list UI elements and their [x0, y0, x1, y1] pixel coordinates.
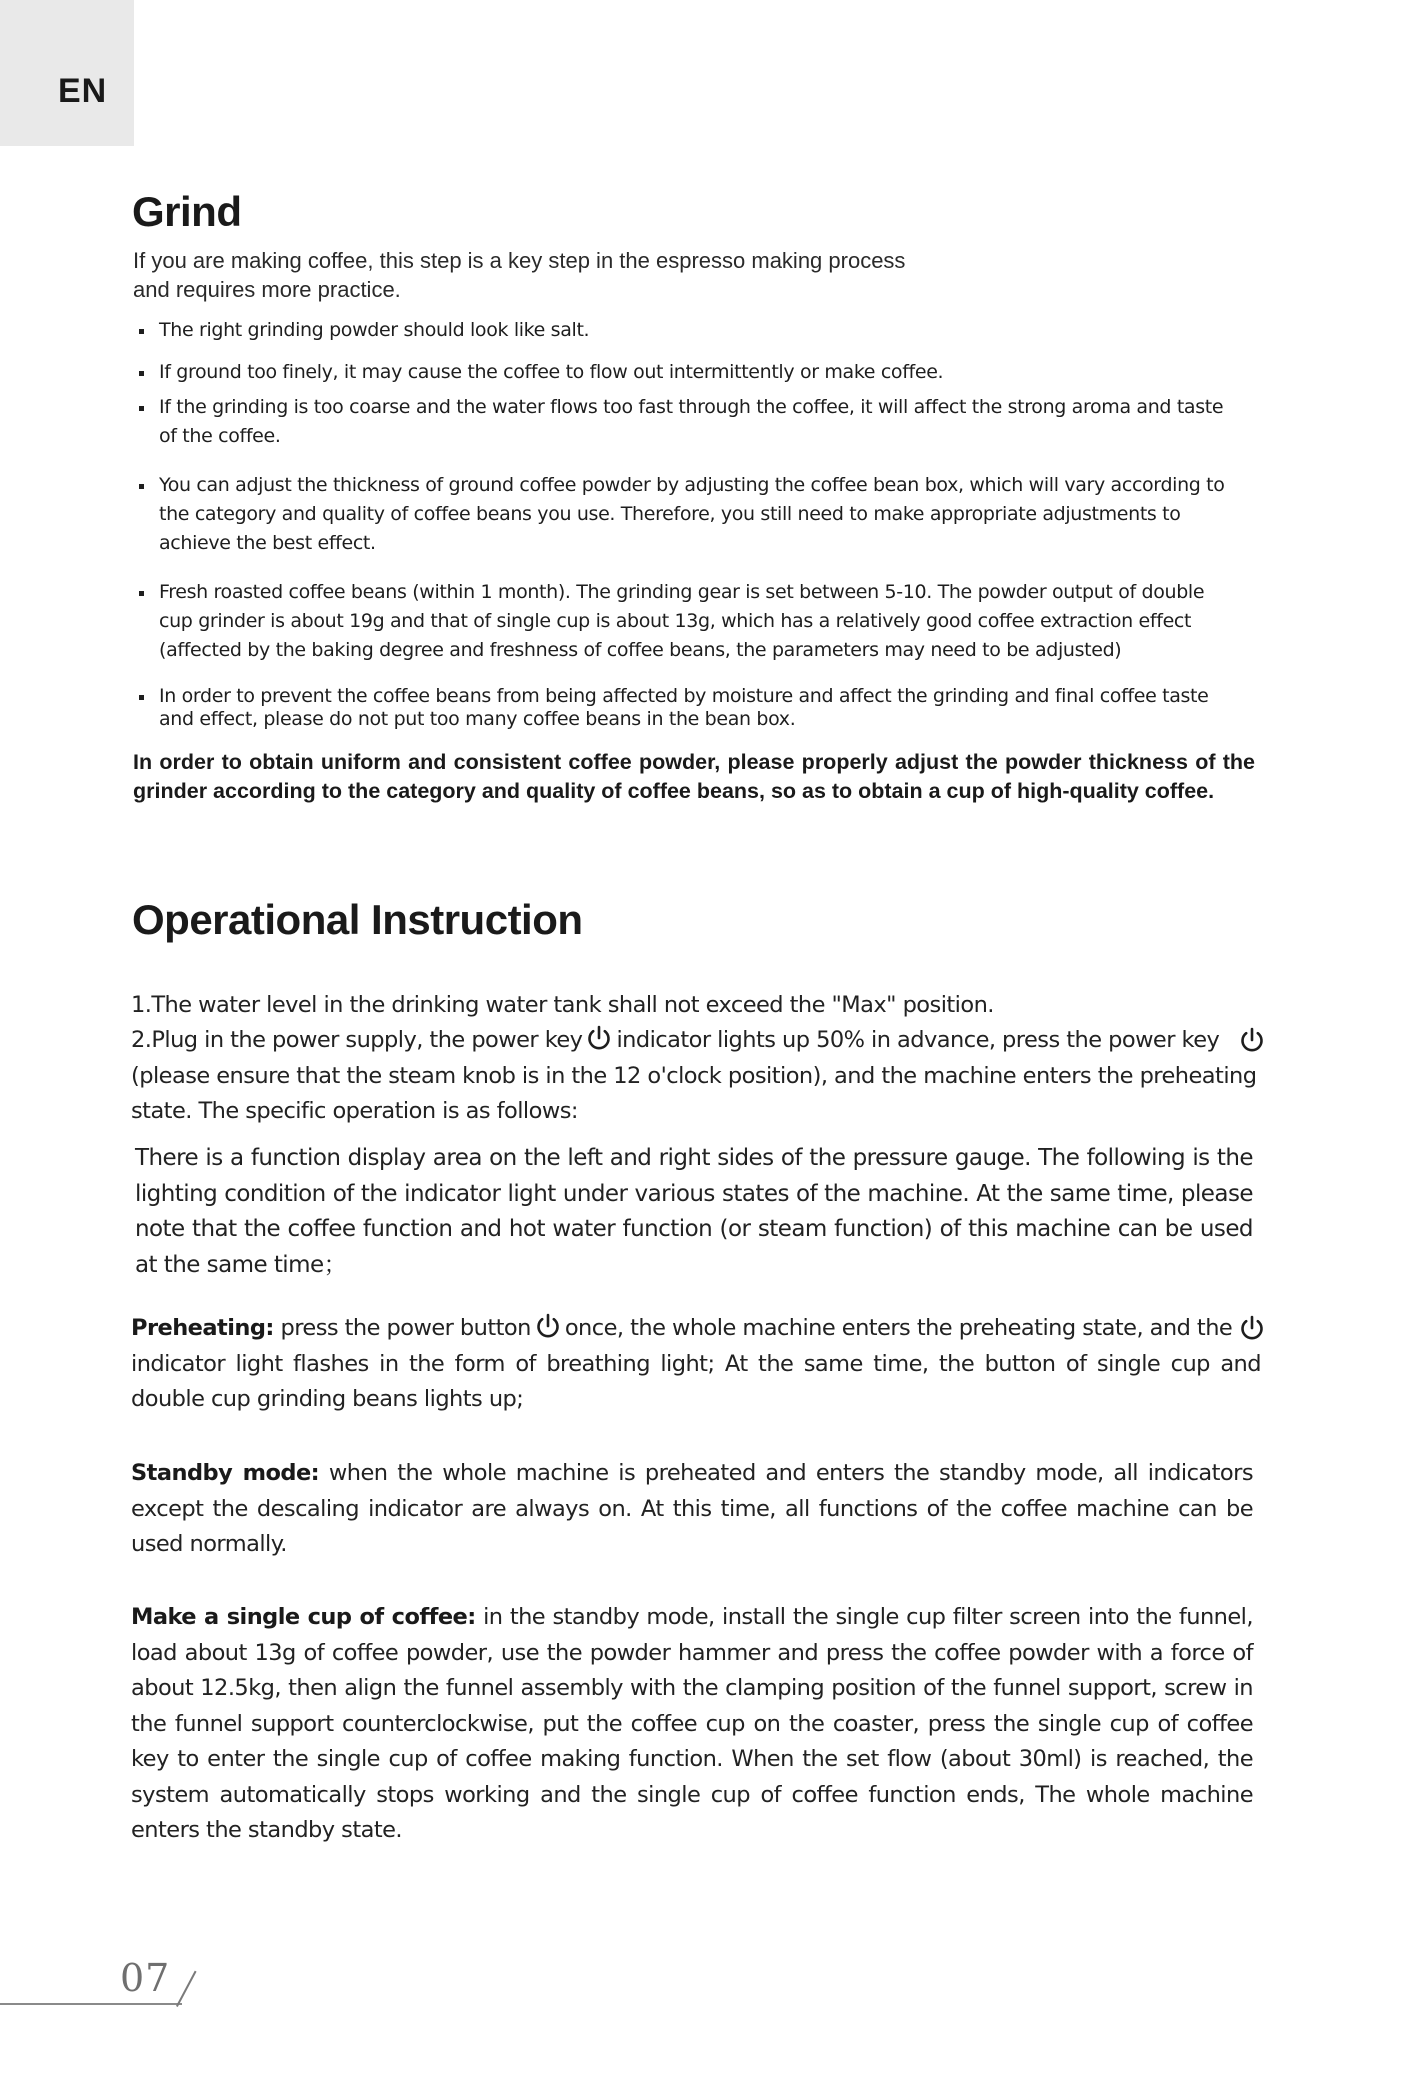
preheating-section	[131, 1311, 1261, 1418]
list-item	[132, 316, 1232, 345]
power-icon	[533, 1311, 563, 1341]
single-cup-label: Make a single cup of coffee:	[131, 1604, 476, 1630]
step-2-part-c: (please ensure that the steam knob is in the 12 o'clock position), and the machine enters the preheating state. The specific operation is as follows:	[131, 1062, 1257, 1124]
preheating-text-a: press the power button	[280, 1315, 531, 1341]
preheating-text-b: once, the whole machine enters the preheating state, and the	[564, 1315, 1233, 1341]
grind-intro-line2: and requires more practice.	[133, 277, 401, 302]
step-1: 1.The water level in the drinking water tank shall not exceed the "Max" position.	[131, 992, 994, 1018]
grind-title: Grind	[132, 188, 242, 235]
bullet-icon	[139, 695, 144, 700]
bullet-icon	[139, 406, 144, 411]
grind-intro-line1: If you are making coffee, this step is a key step in the espresso making process	[133, 248, 906, 273]
step-2-part-b: indicator lights up 50% in advance, press the power key	[616, 1027, 1220, 1053]
bullet-text: You can adjust the thickness of ground coffee powder by adjusting the coffee bean box, which will vary according to the category and quality of coffee beans you use. Therefore, you still need to make appropriate adjustments to achieve the best effect.	[159, 474, 1225, 554]
list-item	[132, 471, 1232, 558]
grind-bullet-list	[132, 316, 1232, 731]
bullet-icon	[139, 329, 144, 334]
operational-instruction-title: Operational Instruction	[132, 896, 583, 943]
page-number-slash	[176, 1971, 197, 2007]
step-2-part-a: 2.Plug in the power supply, the power key	[131, 1027, 583, 1053]
grind-intro	[133, 246, 1033, 304]
power-icon	[1237, 1313, 1267, 1343]
list-item	[132, 578, 1232, 665]
list-item	[132, 358, 1232, 387]
preheating-label: Preheating:	[131, 1315, 274, 1341]
power-icon	[1237, 1025, 1267, 1055]
bullet-text: Fresh roasted coffee beans (within 1 month). The grinding gear is set between 5-10. The powder output of double cup grinder is about 19g and that of single cup is about 13g, which has a relatively good coffee extraction effect (affected by the baking degree and freshness of coffee beans, the parameters may need to be adjusted)	[159, 581, 1205, 661]
language-label: EN	[58, 72, 108, 110]
list-item	[132, 393, 1232, 451]
bullet-icon	[139, 591, 144, 596]
preheating-text-c: indicator light flashes in the form of breathing light; At the same time, the button of single cup and double cup grinding beans lights up;	[131, 1350, 1261, 1412]
list-item	[132, 685, 1232, 731]
bullet-text: In order to prevent the coffee beans from being affected by moisture and affect the grinding and final coffee taste and effect, please do not put too many coffee beans in the bean box.	[159, 685, 1209, 730]
function-area-note: There is a function display area on the left and right sides of the pressure gauge. The following is the lighting condition of the indicator light under various states of the machine. At the same time, please note that the coffee function and hot water function (or steam function) of this machine can be used at the same time；	[135, 1145, 1253, 1278]
bullet-icon	[139, 484, 144, 489]
bullet-text: If ground too finely, it may cause the coffee to flow out intermittently or make coffee.	[159, 361, 944, 383]
bullet-text: If the grinding is too coarse and the water flows too fast through the coffee, it will affect the strong aroma and taste of the coffee.	[159, 396, 1224, 447]
step-2	[131, 1023, 1261, 1130]
bullet-icon	[139, 371, 144, 376]
grind-bold-note: In order to obtain uniform and consistent coffee powder, please properly adjust the powder thickness of the grinder according to the category and quality of coffee beans, so as to obtain a cup of high-quality coffee.	[133, 750, 1255, 803]
single-cup-section	[131, 1600, 1253, 1849]
standby-text: when the whole machine is preheated and enters the standby mode, all indicators except the descaling indicator are always on. At this time, all functions of the coffee machine can be used normally.	[131, 1460, 1253, 1557]
standby-label: Standby mode:	[131, 1460, 320, 1486]
language-tab	[0, 0, 134, 146]
bullet-text: The right grinding powder should look like salt.	[159, 319, 590, 341]
standby-section	[131, 1456, 1253, 1563]
footer-divider	[0, 2003, 182, 2005]
single-cup-text: in the standby mode, install the single cup filter screen into the funnel, load about 13g of coffee powder, use the powder hammer and press the coffee powder with a force of about 12.5kg, then align the funnel assembly with the clamping position of the funnel support, screw in the funnel support counterclockwise, put the coffee cup on the coaster, press the single cup of coffee key to enter the single cup of coffee making function. When the set flow (about 30ml) is reached, the system automatically stops working and the single cup of coffee function ends, The whole machine enters the standby state.	[131, 1604, 1253, 1843]
page-number: 07	[120, 1956, 171, 2000]
power-icon	[584, 1023, 614, 1053]
